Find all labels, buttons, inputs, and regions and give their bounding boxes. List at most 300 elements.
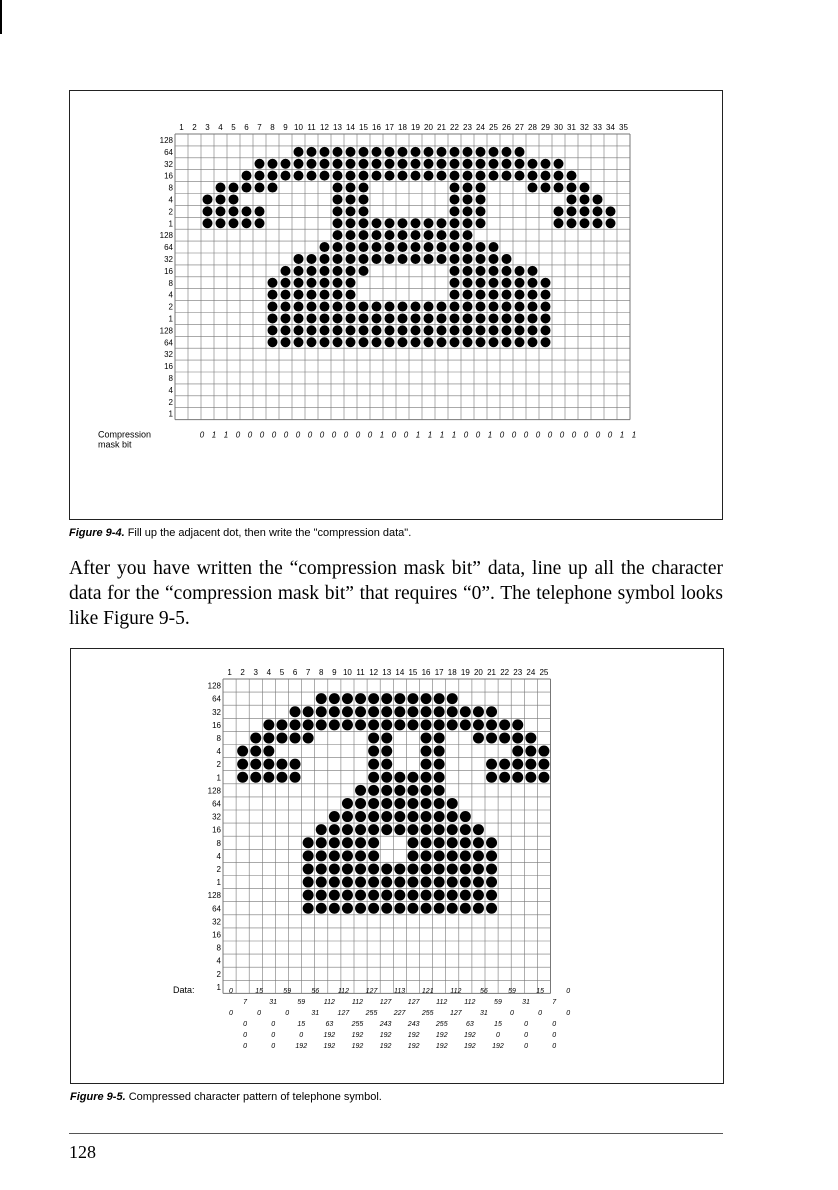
dot bbox=[421, 837, 432, 848]
dot bbox=[281, 171, 291, 181]
dot bbox=[372, 254, 382, 264]
row-label: 1 bbox=[216, 982, 221, 992]
dot bbox=[502, 278, 512, 288]
data-value: 31 bbox=[480, 1010, 488, 1017]
dot bbox=[463, 278, 473, 288]
dot bbox=[359, 230, 369, 240]
row-label: 128 bbox=[207, 786, 221, 796]
dot bbox=[216, 183, 226, 193]
dot bbox=[242, 183, 252, 193]
dot bbox=[473, 863, 484, 874]
dot bbox=[463, 242, 473, 252]
data-value: 192 bbox=[323, 1032, 336, 1039]
dot bbox=[346, 313, 356, 323]
data-value: 227 bbox=[393, 1010, 406, 1017]
dot bbox=[554, 206, 564, 216]
dot bbox=[447, 693, 458, 704]
row-label: 32 bbox=[164, 159, 173, 169]
caption-label: Figure 9-4. bbox=[69, 527, 125, 539]
dot bbox=[303, 732, 314, 743]
row-label: 32 bbox=[212, 917, 221, 927]
data-value: 192 bbox=[435, 1043, 448, 1050]
dot bbox=[421, 746, 432, 757]
data-value: 0 bbox=[285, 1010, 290, 1017]
figure-9-5-caption bbox=[70, 1091, 382, 1103]
dot bbox=[502, 159, 512, 169]
dot bbox=[372, 313, 382, 323]
dot bbox=[473, 837, 484, 848]
compression-bit: 0 bbox=[331, 430, 337, 440]
dot bbox=[290, 732, 301, 743]
dot bbox=[528, 266, 538, 276]
dot bbox=[424, 242, 434, 252]
dot bbox=[434, 759, 445, 770]
dot bbox=[385, 302, 395, 312]
dot bbox=[368, 746, 379, 757]
dot bbox=[329, 693, 340, 704]
dot bbox=[346, 337, 356, 347]
dot bbox=[281, 278, 291, 288]
dot bbox=[355, 693, 366, 704]
dot bbox=[473, 903, 484, 914]
data-value: 0 bbox=[524, 1043, 529, 1050]
column-number: 10 bbox=[294, 123, 303, 132]
column-number: 35 bbox=[619, 123, 628, 132]
dot bbox=[476, 183, 486, 193]
row-label: 2 bbox=[168, 302, 173, 312]
dot bbox=[359, 313, 369, 323]
dot bbox=[424, 230, 434, 240]
dot bbox=[368, 772, 379, 783]
column-number: 24 bbox=[476, 123, 485, 132]
dot bbox=[515, 171, 525, 181]
dot bbox=[450, 325, 460, 335]
column-number: 6 bbox=[244, 123, 249, 132]
dot bbox=[333, 325, 343, 335]
dot bbox=[320, 254, 330, 264]
compression-bit: 0 bbox=[319, 430, 325, 440]
dot bbox=[294, 254, 304, 264]
dot bbox=[294, 147, 304, 157]
figure-9-4-box bbox=[69, 90, 723, 520]
dot bbox=[320, 266, 330, 276]
dot bbox=[450, 171, 460, 181]
row-label: 4 bbox=[168, 290, 173, 300]
dot bbox=[437, 313, 447, 323]
compression-bit: 0 bbox=[607, 430, 613, 440]
dot bbox=[250, 732, 261, 743]
dot bbox=[476, 278, 486, 288]
dot bbox=[476, 194, 486, 204]
dot bbox=[528, 337, 538, 347]
row-label: 2 bbox=[216, 864, 221, 874]
dot bbox=[294, 290, 304, 300]
dot bbox=[381, 785, 392, 796]
dot bbox=[268, 313, 278, 323]
data-value: 0 bbox=[524, 1032, 529, 1039]
row-label: 2 bbox=[168, 397, 173, 407]
dot bbox=[333, 183, 343, 193]
dot bbox=[203, 218, 213, 228]
dot bbox=[320, 171, 330, 181]
dot bbox=[294, 325, 304, 335]
column-number: 7 bbox=[305, 668, 311, 677]
dot bbox=[329, 850, 340, 861]
dot bbox=[381, 824, 392, 835]
dot bbox=[242, 218, 252, 228]
dot bbox=[276, 719, 287, 730]
figure-9-4-grid bbox=[70, 91, 722, 519]
dot bbox=[499, 732, 510, 743]
dot bbox=[450, 242, 460, 252]
compression-bit: 0 bbox=[283, 430, 289, 440]
dot bbox=[250, 746, 261, 757]
dot bbox=[281, 266, 291, 276]
dot bbox=[385, 159, 395, 169]
dot bbox=[476, 337, 486, 347]
dot bbox=[502, 266, 512, 276]
data-value: 192 bbox=[435, 1032, 448, 1039]
dot bbox=[398, 302, 408, 312]
dot bbox=[421, 824, 432, 835]
dot bbox=[381, 798, 392, 809]
dot bbox=[368, 850, 379, 861]
dot bbox=[489, 266, 499, 276]
dot bbox=[463, 171, 473, 181]
dot bbox=[502, 254, 512, 264]
row-label: 1 bbox=[168, 409, 173, 419]
dot bbox=[411, 337, 421, 347]
dot bbox=[411, 325, 421, 335]
dot bbox=[437, 230, 447, 240]
column-number: 8 bbox=[319, 668, 324, 677]
dot bbox=[489, 325, 499, 335]
dot bbox=[489, 337, 499, 347]
column-number: 22 bbox=[450, 123, 459, 132]
dot bbox=[320, 242, 330, 252]
row-label: 128 bbox=[207, 891, 221, 901]
data-value: 192 bbox=[407, 1043, 420, 1050]
data-value: 0 bbox=[552, 1021, 557, 1028]
dot bbox=[359, 266, 369, 276]
compression-label: Compression bbox=[98, 429, 152, 440]
dot bbox=[421, 863, 432, 874]
dot bbox=[434, 811, 445, 822]
data-value: 127 bbox=[337, 1010, 350, 1017]
row-label: 128 bbox=[159, 135, 173, 145]
dot bbox=[447, 890, 458, 901]
dot bbox=[606, 218, 616, 228]
dot bbox=[276, 759, 287, 770]
dot bbox=[460, 877, 471, 888]
dot bbox=[381, 811, 392, 822]
dot bbox=[450, 290, 460, 300]
dot bbox=[606, 206, 616, 216]
dot bbox=[567, 206, 577, 216]
dot bbox=[437, 171, 447, 181]
dot bbox=[320, 325, 330, 335]
column-number: 20 bbox=[424, 123, 433, 132]
dot bbox=[346, 230, 356, 240]
dot bbox=[381, 759, 392, 770]
compression-bit: 1 bbox=[211, 430, 217, 440]
dot bbox=[359, 218, 369, 228]
dot bbox=[398, 313, 408, 323]
dot bbox=[355, 719, 366, 730]
dot bbox=[476, 254, 486, 264]
data-value: 0 bbox=[243, 1032, 248, 1039]
dot bbox=[486, 759, 497, 770]
dot bbox=[281, 159, 291, 169]
dot bbox=[346, 242, 356, 252]
dot bbox=[486, 890, 497, 901]
data-value: 31 bbox=[311, 1010, 320, 1017]
dot bbox=[450, 159, 460, 169]
column-number: 10 bbox=[342, 668, 352, 677]
dot bbox=[528, 313, 538, 323]
dot bbox=[368, 890, 379, 901]
dot bbox=[411, 254, 421, 264]
row-label: 16 bbox=[164, 362, 173, 372]
dot bbox=[434, 706, 445, 717]
dot bbox=[372, 171, 382, 181]
column-number: 16 bbox=[372, 123, 381, 132]
dot bbox=[460, 863, 471, 874]
data-value: 0 bbox=[243, 1021, 248, 1028]
compression-bit: 0 bbox=[307, 430, 313, 440]
dot bbox=[316, 877, 327, 888]
column-number: 32 bbox=[580, 123, 589, 132]
dot bbox=[255, 159, 265, 169]
dot bbox=[424, 313, 434, 323]
dot bbox=[359, 254, 369, 264]
dot bbox=[437, 302, 447, 312]
compression-bit: 1 bbox=[427, 430, 433, 440]
dot bbox=[294, 266, 304, 276]
dot bbox=[242, 171, 252, 181]
compression-bit: 0 bbox=[355, 430, 361, 440]
data-value: 59 bbox=[508, 988, 516, 995]
dot bbox=[307, 325, 317, 335]
column-number: 21 bbox=[487, 668, 497, 677]
row-label: 128 bbox=[159, 326, 173, 336]
dot bbox=[329, 877, 340, 888]
dot bbox=[381, 903, 392, 914]
compression-bit: 0 bbox=[271, 430, 277, 440]
dot bbox=[355, 811, 366, 822]
dot bbox=[307, 254, 317, 264]
dot bbox=[394, 903, 405, 914]
column-number: 5 bbox=[279, 668, 285, 677]
dot bbox=[593, 218, 603, 228]
dot bbox=[528, 325, 538, 335]
row-label: 2 bbox=[216, 760, 221, 770]
dot bbox=[421, 850, 432, 861]
dot bbox=[346, 290, 356, 300]
dot bbox=[473, 890, 484, 901]
dot bbox=[407, 850, 418, 861]
dot bbox=[398, 159, 408, 169]
dot bbox=[346, 278, 356, 288]
dot bbox=[346, 194, 356, 204]
row-label: 32 bbox=[212, 707, 221, 717]
dot bbox=[515, 313, 525, 323]
dot bbox=[355, 706, 366, 717]
data-value: 15 bbox=[255, 988, 263, 995]
dot bbox=[316, 824, 327, 835]
dot bbox=[303, 850, 314, 861]
dot bbox=[567, 218, 577, 228]
dot bbox=[434, 837, 445, 848]
data-value: 192 bbox=[492, 1043, 504, 1050]
data-value: 127 bbox=[449, 1010, 462, 1017]
dot bbox=[342, 693, 353, 704]
dot bbox=[368, 903, 379, 914]
column-number: 30 bbox=[554, 123, 563, 132]
dot bbox=[316, 890, 327, 901]
dot bbox=[385, 218, 395, 228]
dot bbox=[525, 732, 536, 743]
compression-bit: 0 bbox=[247, 430, 253, 440]
data-value: 192 bbox=[464, 1032, 476, 1039]
row-label: 1 bbox=[168, 314, 173, 324]
dot bbox=[434, 772, 445, 783]
dot bbox=[515, 325, 525, 335]
compression-bit: 0 bbox=[535, 430, 541, 440]
column-number: 31 bbox=[567, 123, 576, 132]
dot bbox=[346, 206, 356, 216]
data-value: 0 bbox=[524, 1021, 529, 1028]
dot bbox=[276, 772, 287, 783]
column-number: 19 bbox=[411, 123, 420, 132]
dot bbox=[237, 759, 248, 770]
dot bbox=[398, 171, 408, 181]
data-value: 192 bbox=[379, 1043, 392, 1050]
dot bbox=[450, 218, 460, 228]
dot bbox=[281, 290, 291, 300]
dot bbox=[499, 759, 510, 770]
data-value: 59 bbox=[494, 999, 502, 1006]
column-number: 26 bbox=[502, 123, 511, 132]
dot bbox=[359, 242, 369, 252]
dot bbox=[434, 785, 445, 796]
dot bbox=[460, 903, 471, 914]
dot bbox=[307, 337, 317, 347]
dot bbox=[502, 302, 512, 312]
dot bbox=[525, 746, 536, 757]
dot bbox=[333, 194, 343, 204]
dot bbox=[307, 290, 317, 300]
dot bbox=[307, 171, 317, 181]
dot bbox=[394, 719, 405, 730]
column-number: 23 bbox=[463, 123, 472, 132]
dot bbox=[463, 254, 473, 264]
data-value: 0 bbox=[243, 1043, 248, 1050]
dot bbox=[216, 218, 226, 228]
row-label: 16 bbox=[212, 720, 221, 730]
dot bbox=[407, 863, 418, 874]
dot bbox=[473, 824, 484, 835]
dot bbox=[447, 811, 458, 822]
compression-label: mask bit bbox=[98, 439, 132, 450]
dot bbox=[424, 218, 434, 228]
dot bbox=[385, 325, 395, 335]
dot bbox=[463, 313, 473, 323]
data-value: 7 bbox=[243, 999, 248, 1006]
dot bbox=[463, 206, 473, 216]
dot bbox=[320, 159, 330, 169]
dot bbox=[333, 242, 343, 252]
dot bbox=[541, 183, 551, 193]
dot bbox=[263, 759, 274, 770]
data-value: 192 bbox=[323, 1043, 336, 1050]
dot bbox=[450, 183, 460, 193]
dot bbox=[525, 772, 536, 783]
dot bbox=[290, 759, 301, 770]
column-number: 14 bbox=[346, 123, 355, 132]
dot bbox=[359, 325, 369, 335]
dot bbox=[447, 719, 458, 730]
column-number: 9 bbox=[332, 668, 337, 677]
column-number: 19 bbox=[460, 668, 470, 677]
dot bbox=[476, 313, 486, 323]
dot bbox=[359, 183, 369, 193]
dot bbox=[463, 337, 473, 347]
dot bbox=[424, 254, 434, 264]
dot bbox=[502, 290, 512, 300]
column-number: 34 bbox=[606, 123, 615, 132]
data-value: 255 bbox=[421, 1010, 434, 1017]
row-label: 128 bbox=[159, 231, 173, 241]
dot bbox=[434, 877, 445, 888]
dot bbox=[486, 903, 497, 914]
dot bbox=[342, 903, 353, 914]
dot bbox=[372, 230, 382, 240]
dot bbox=[333, 159, 343, 169]
dot bbox=[447, 863, 458, 874]
dot bbox=[307, 278, 317, 288]
dot bbox=[593, 206, 603, 216]
row-label: 64 bbox=[164, 338, 173, 348]
dot bbox=[528, 159, 538, 169]
dot bbox=[281, 337, 291, 347]
data-value: 112 bbox=[351, 999, 364, 1006]
dot bbox=[346, 266, 356, 276]
dot bbox=[372, 147, 382, 157]
dot bbox=[486, 706, 497, 717]
dot bbox=[346, 302, 356, 312]
dot bbox=[359, 147, 369, 157]
dot bbox=[268, 278, 278, 288]
dot bbox=[424, 159, 434, 169]
dot bbox=[372, 218, 382, 228]
data-value: 0 bbox=[271, 1032, 276, 1039]
dot bbox=[381, 719, 392, 730]
data-value: 0 bbox=[552, 1043, 557, 1050]
dot bbox=[541, 278, 551, 288]
row-label: 8 bbox=[168, 278, 173, 288]
dot bbox=[268, 325, 278, 335]
dot bbox=[368, 811, 379, 822]
dot bbox=[421, 903, 432, 914]
dot bbox=[486, 850, 497, 861]
dot bbox=[502, 147, 512, 157]
column-number: 12 bbox=[320, 123, 329, 132]
data-value: 15 bbox=[494, 1021, 502, 1028]
column-number: 23 bbox=[513, 668, 523, 677]
dot bbox=[447, 798, 458, 809]
row-label: 2 bbox=[216, 969, 221, 979]
